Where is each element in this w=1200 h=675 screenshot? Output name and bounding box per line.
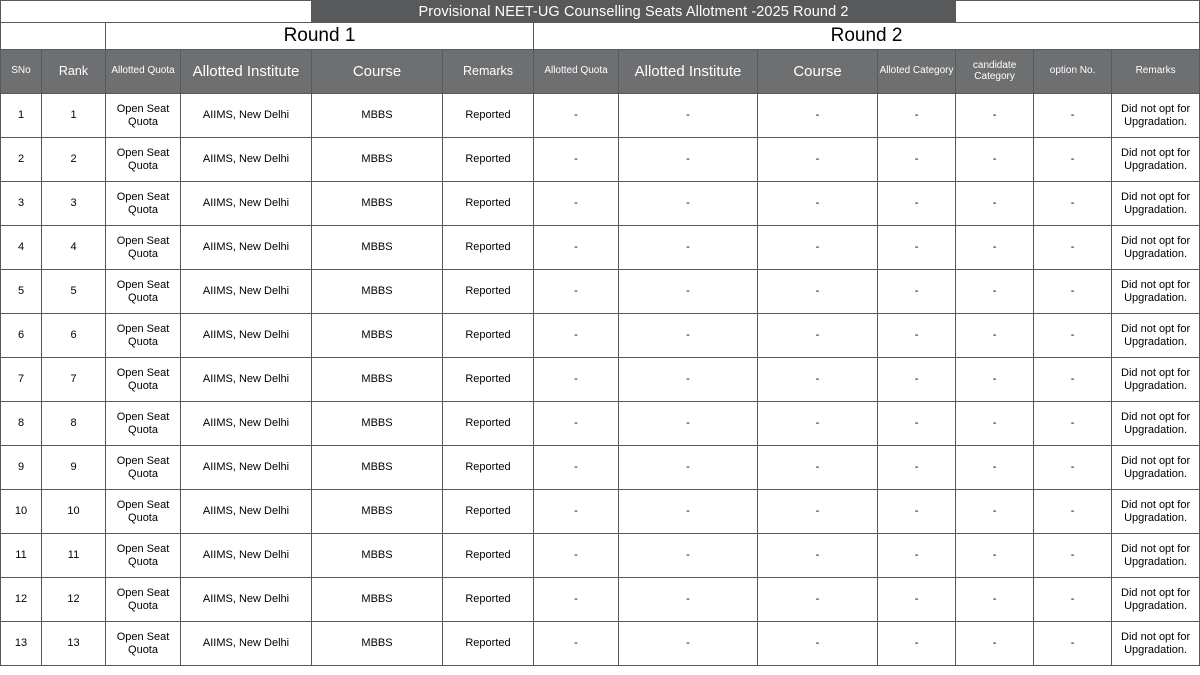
cell-r2-alloted-category: - xyxy=(878,578,956,622)
cell-r2-course: - xyxy=(758,182,878,226)
cell-r2-option-no: - xyxy=(1034,446,1112,490)
cell-r1-course: MBBS xyxy=(312,446,443,490)
cell-r1-quota: Open Seat Quota xyxy=(106,446,181,490)
col-header-r2-institute: Allotted Institute xyxy=(619,50,758,94)
table-row xyxy=(1,226,1200,270)
cell-r2-candidate-category: - xyxy=(956,446,1034,490)
cell-r2-alloted-category: - xyxy=(878,314,956,358)
cell-r2-candidate-category: - xyxy=(956,314,1034,358)
cell-sno: 10 xyxy=(1,490,42,534)
cell-r1-quota: Open Seat Quota xyxy=(106,182,181,226)
table-row xyxy=(1,94,1200,138)
cell-rank: 3 xyxy=(42,182,106,226)
col-header-sno: SNo xyxy=(1,50,42,94)
table-row xyxy=(1,182,1200,226)
cell-r1-course: MBBS xyxy=(312,490,443,534)
cell-r2-institute: - xyxy=(619,446,758,490)
cell-r2-remarks: Did not opt for Upgradation. xyxy=(1112,622,1200,666)
cell-r2-remarks: Did not opt for Upgradation. xyxy=(1112,578,1200,622)
cell-r1-quota: Open Seat Quota xyxy=(106,314,181,358)
col-header-r2-option-no: option No. xyxy=(1034,50,1112,94)
cell-r2-candidate-category: - xyxy=(956,138,1034,182)
cell-r2-course: - xyxy=(758,226,878,270)
cell-r2-institute: - xyxy=(619,534,758,578)
cell-r1-remarks: Reported xyxy=(443,138,534,182)
cell-sno: 8 xyxy=(1,402,42,446)
table-row xyxy=(1,270,1200,314)
cell-r2-option-no: - xyxy=(1034,226,1112,270)
cell-r2-institute: - xyxy=(619,490,758,534)
cell-r1-institute: AIIMS, New Delhi xyxy=(181,138,312,182)
col-header-r1-institute: Allotted Institute xyxy=(181,50,312,94)
document-title: Provisional NEET-UG Counselling Seats Allotment -2025 Round 2 xyxy=(312,1,956,23)
cell-r1-remarks: Reported xyxy=(443,182,534,226)
cell-r2-option-no: - xyxy=(1034,358,1112,402)
cell-r1-course: MBBS xyxy=(312,226,443,270)
cell-r1-remarks: Reported xyxy=(443,270,534,314)
cell-r2-alloted-category: - xyxy=(878,534,956,578)
cell-r2-quota: - xyxy=(534,402,619,446)
col-header-r1-remarks: Remarks xyxy=(443,50,534,94)
cell-r1-remarks: Reported xyxy=(443,358,534,402)
cell-r2-institute: - xyxy=(619,314,758,358)
cell-r1-remarks: Reported xyxy=(443,622,534,666)
cell-r2-institute: - xyxy=(619,622,758,666)
allotment-table-body xyxy=(1,94,1200,666)
cell-r1-course: MBBS xyxy=(312,94,443,138)
cell-r1-course: MBBS xyxy=(312,402,443,446)
round2-group-header: Round 2 xyxy=(534,23,1200,50)
title-row xyxy=(1,1,1200,23)
cell-rank: 11 xyxy=(42,534,106,578)
cell-r1-course: MBBS xyxy=(312,314,443,358)
cell-r1-institute: AIIMS, New Delhi xyxy=(181,490,312,534)
cell-rank: 2 xyxy=(42,138,106,182)
cell-r2-remarks: Did not opt for Upgradation. xyxy=(1112,358,1200,402)
cell-r2-quota: - xyxy=(534,446,619,490)
cell-r1-institute: AIIMS, New Delhi xyxy=(181,534,312,578)
cell-r2-option-no: - xyxy=(1034,490,1112,534)
cell-r2-candidate-category: - xyxy=(956,578,1034,622)
cell-r1-course: MBBS xyxy=(312,578,443,622)
cell-r2-institute: - xyxy=(619,402,758,446)
cell-r2-course: - xyxy=(758,314,878,358)
cell-rank: 8 xyxy=(42,402,106,446)
col-header-r2-candidate-category: candidate Category xyxy=(956,50,1034,94)
cell-r2-institute: - xyxy=(619,226,758,270)
cell-r1-remarks: Reported xyxy=(443,314,534,358)
cell-r1-institute: AIIMS, New Delhi xyxy=(181,314,312,358)
cell-r2-option-no: - xyxy=(1034,270,1112,314)
cell-r2-candidate-category: - xyxy=(956,226,1034,270)
cell-r2-institute: - xyxy=(619,578,758,622)
cell-r2-alloted-category: - xyxy=(878,138,956,182)
cell-r2-option-no: - xyxy=(1034,622,1112,666)
cell-r2-candidate-category: - xyxy=(956,402,1034,446)
cell-r2-alloted-category: - xyxy=(878,358,956,402)
cell-r2-quota: - xyxy=(534,622,619,666)
cell-r2-alloted-category: - xyxy=(878,182,956,226)
col-header-r2-quota: Allotted Quota xyxy=(534,50,619,94)
cell-rank: 10 xyxy=(42,490,106,534)
cell-sno: 12 xyxy=(1,578,42,622)
cell-r1-quota: Open Seat Quota xyxy=(106,226,181,270)
cell-r2-course: - xyxy=(758,402,878,446)
cell-r1-quota: Open Seat Quota xyxy=(106,578,181,622)
round-group-spacer xyxy=(1,23,106,50)
cell-r1-institute: AIIMS, New Delhi xyxy=(181,94,312,138)
table-row xyxy=(1,358,1200,402)
cell-r2-course: - xyxy=(758,578,878,622)
cell-r1-course: MBBS xyxy=(312,358,443,402)
cell-r2-quota: - xyxy=(534,578,619,622)
cell-r2-alloted-category: - xyxy=(878,270,956,314)
cell-r1-course: MBBS xyxy=(312,534,443,578)
cell-sno: 2 xyxy=(1,138,42,182)
cell-r2-institute: - xyxy=(619,182,758,226)
cell-rank: 13 xyxy=(42,622,106,666)
cell-r2-alloted-category: - xyxy=(878,226,956,270)
cell-r1-course: MBBS xyxy=(312,138,443,182)
table-row xyxy=(1,490,1200,534)
cell-r1-institute: AIIMS, New Delhi xyxy=(181,402,312,446)
cell-r2-alloted-category: - xyxy=(878,446,956,490)
cell-r2-option-no: - xyxy=(1034,138,1112,182)
cell-r1-remarks: Reported xyxy=(443,534,534,578)
cell-r1-remarks: Reported xyxy=(443,578,534,622)
cell-r1-course: MBBS xyxy=(312,270,443,314)
cell-r2-option-no: - xyxy=(1034,534,1112,578)
cell-r2-quota: - xyxy=(534,94,619,138)
cell-r2-institute: - xyxy=(619,138,758,182)
cell-r1-institute: AIIMS, New Delhi xyxy=(181,358,312,402)
cell-sno: 1 xyxy=(1,94,42,138)
cell-r2-option-no: - xyxy=(1034,94,1112,138)
col-header-r2-remarks: Remarks xyxy=(1112,50,1200,94)
cell-r2-course: - xyxy=(758,490,878,534)
cell-r1-course: MBBS xyxy=(312,622,443,666)
cell-r2-course: - xyxy=(758,446,878,490)
col-header-r1-quota: Allotted Quota xyxy=(106,50,181,94)
cell-r1-remarks: Reported xyxy=(443,94,534,138)
cell-r2-institute: - xyxy=(619,270,758,314)
cell-rank: 7 xyxy=(42,358,106,402)
round-group-row xyxy=(1,23,1200,50)
cell-r2-quota: - xyxy=(534,490,619,534)
cell-r1-quota: Open Seat Quota xyxy=(106,402,181,446)
cell-sno: 3 xyxy=(1,182,42,226)
cell-r2-alloted-category: - xyxy=(878,490,956,534)
round1-group-header: Round 1 xyxy=(106,23,534,50)
cell-r2-course: - xyxy=(758,622,878,666)
title-right-blank xyxy=(956,1,1200,23)
cell-r1-remarks: Reported xyxy=(443,446,534,490)
cell-r2-alloted-category: - xyxy=(878,94,956,138)
cell-r2-remarks: Did not opt for Upgradation. xyxy=(1112,138,1200,182)
cell-r2-quota: - xyxy=(534,226,619,270)
cell-r1-institute: AIIMS, New Delhi xyxy=(181,622,312,666)
cell-r2-option-no: - xyxy=(1034,182,1112,226)
cell-r1-quota: Open Seat Quota xyxy=(106,622,181,666)
cell-r2-course: - xyxy=(758,358,878,402)
cell-r1-quota: Open Seat Quota xyxy=(106,94,181,138)
cell-rank: 4 xyxy=(42,226,106,270)
cell-r2-remarks: Did not opt for Upgradation. xyxy=(1112,270,1200,314)
cell-r1-institute: AIIMS, New Delhi xyxy=(181,446,312,490)
cell-r2-candidate-category: - xyxy=(956,358,1034,402)
cell-r1-remarks: Reported xyxy=(443,490,534,534)
cell-r1-remarks: Reported xyxy=(443,402,534,446)
table-row xyxy=(1,578,1200,622)
cell-r1-quota: Open Seat Quota xyxy=(106,270,181,314)
cell-sno: 5 xyxy=(1,270,42,314)
cell-sno: 11 xyxy=(1,534,42,578)
cell-r2-remarks: Did not opt for Upgradation. xyxy=(1112,94,1200,138)
cell-r2-course: - xyxy=(758,138,878,182)
cell-r2-quota: - xyxy=(534,270,619,314)
cell-rank: 12 xyxy=(42,578,106,622)
cell-r2-course: - xyxy=(758,534,878,578)
cell-r2-candidate-category: - xyxy=(956,622,1034,666)
table-row xyxy=(1,402,1200,446)
cell-sno: 13 xyxy=(1,622,42,666)
cell-r1-quota: Open Seat Quota xyxy=(106,490,181,534)
cell-sno: 7 xyxy=(1,358,42,402)
cell-r2-quota: - xyxy=(534,534,619,578)
cell-r2-candidate-category: - xyxy=(956,94,1034,138)
cell-r2-institute: - xyxy=(619,358,758,402)
cell-r2-alloted-category: - xyxy=(878,402,956,446)
cell-r2-candidate-category: - xyxy=(956,534,1034,578)
cell-sno: 4 xyxy=(1,226,42,270)
cell-rank: 5 xyxy=(42,270,106,314)
cell-r2-remarks: Did not opt for Upgradation. xyxy=(1112,490,1200,534)
cell-r2-candidate-category: - xyxy=(956,182,1034,226)
cell-r2-quota: - xyxy=(534,182,619,226)
cell-r1-institute: AIIMS, New Delhi xyxy=(181,578,312,622)
cell-r2-remarks: Did not opt for Upgradation. xyxy=(1112,182,1200,226)
cell-r2-remarks: Did not opt for Upgradation. xyxy=(1112,534,1200,578)
cell-r2-quota: - xyxy=(534,314,619,358)
table-row xyxy=(1,138,1200,182)
cell-r2-remarks: Did not opt for Upgradation. xyxy=(1112,446,1200,490)
col-header-r1-course: Course xyxy=(312,50,443,94)
cell-r2-quota: - xyxy=(534,358,619,402)
cell-r1-quota: Open Seat Quota xyxy=(106,534,181,578)
col-header-r2-course: Course xyxy=(758,50,878,94)
table-row xyxy=(1,534,1200,578)
cell-r2-institute: - xyxy=(619,94,758,138)
title-left-blank xyxy=(1,1,312,23)
col-header-r2-alloted-category: Alloted Category xyxy=(878,50,956,94)
cell-r1-remarks: Reported xyxy=(443,226,534,270)
cell-r1-quota: Open Seat Quota xyxy=(106,138,181,182)
cell-rank: 1 xyxy=(42,94,106,138)
cell-r2-remarks: Did not opt for Upgradation. xyxy=(1112,226,1200,270)
cell-r1-quota: Open Seat Quota xyxy=(106,358,181,402)
table-row xyxy=(1,314,1200,358)
cell-r2-remarks: Did not opt for Upgradation. xyxy=(1112,314,1200,358)
cell-r1-institute: AIIMS, New Delhi xyxy=(181,182,312,226)
cell-sno: 6 xyxy=(1,314,42,358)
cell-rank: 9 xyxy=(42,446,106,490)
cell-r2-option-no: - xyxy=(1034,578,1112,622)
cell-rank: 6 xyxy=(42,314,106,358)
cell-r2-candidate-category: - xyxy=(956,270,1034,314)
cell-r1-institute: AIIMS, New Delhi xyxy=(181,270,312,314)
cell-r2-course: - xyxy=(758,94,878,138)
cell-r1-institute: AIIMS, New Delhi xyxy=(181,226,312,270)
cell-r2-option-no: - xyxy=(1034,314,1112,358)
cell-r1-course: MBBS xyxy=(312,182,443,226)
cell-sno: 9 xyxy=(1,446,42,490)
col-header-rank: Rank xyxy=(42,50,106,94)
cell-r2-option-no: - xyxy=(1034,402,1112,446)
cell-r2-course: - xyxy=(758,270,878,314)
table-row xyxy=(1,446,1200,490)
cell-r2-alloted-category: - xyxy=(878,622,956,666)
cell-r2-candidate-category: - xyxy=(956,490,1034,534)
table-row xyxy=(1,622,1200,666)
cell-r2-quota: - xyxy=(534,138,619,182)
column-header-row xyxy=(1,50,1200,94)
cell-r2-remarks: Did not opt for Upgradation. xyxy=(1112,402,1200,446)
